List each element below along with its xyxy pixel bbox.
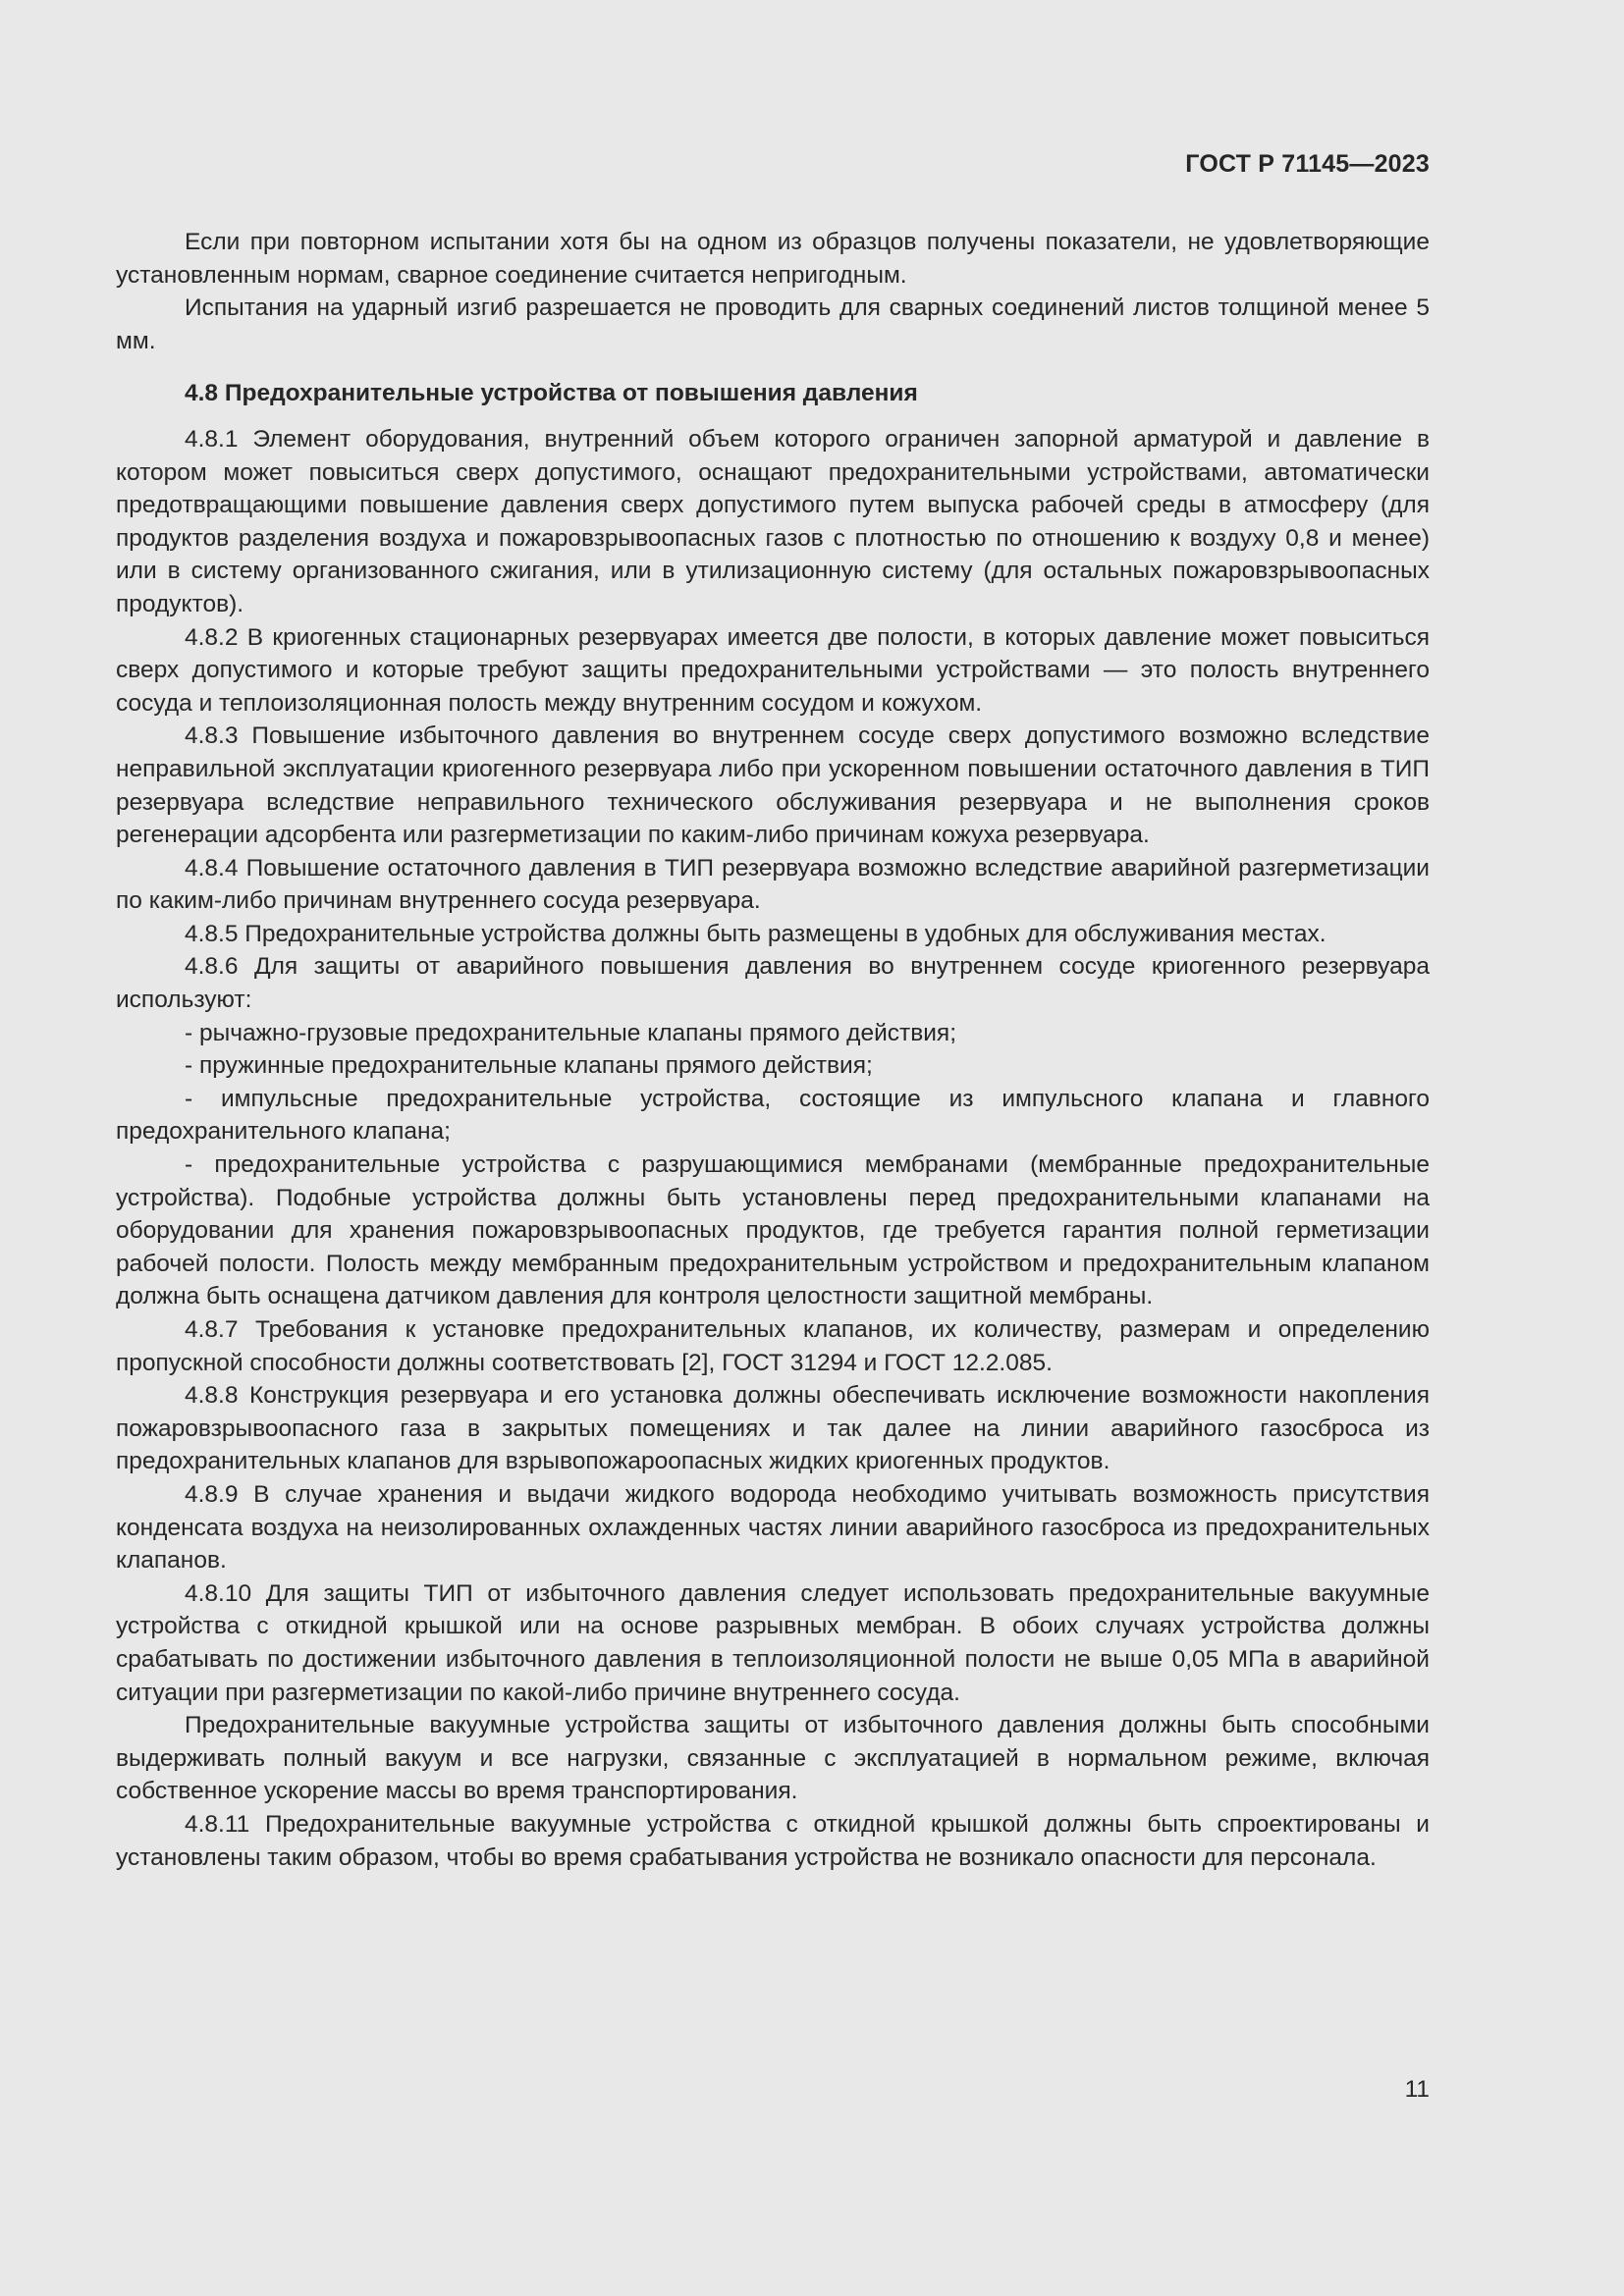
- paragraph-4-8-10: 4.8.10 Для защиты ТИП от избыточного давления следует использовать предохранительные вакуумные устройства с откидной крышкой или на основе разрывных мембран. В обоих случаях устройства должны срабатывать по достижении избыточного давления в теплоизоляционной полости не выше 0,05 МПа в аварийной ситуации при разгерметизации по какой-либо причине внутреннего сосуда.: [116, 1579, 1430, 1706]
- paragraph-4-8-9: 4.8.9 В случае хранения и выдачи жидкого водорода необходимо учитывать возможность присутствия конденсата воздуха на неизолированных охлажденных частях линии аварийного газосброса из предохранительных клапанов.: [116, 1480, 1430, 1575]
- paragraph-4-8-11: 4.8.11 Предохранительные вакуумные устройства с откидной крышкой должны быть спроектированы и установлены таким образом, чтобы во время срабатывания устройства не возникало опасности для персонала.: [116, 1810, 1430, 1871]
- page-number: 11: [1404, 2076, 1430, 2103]
- list-item-impulse-devices: - импульсные предохранительные устройства, состоящие из импульсного клапана и главного предохранительного клапана;: [116, 1085, 1430, 1146]
- paragraph-retest: Если при повторном испытании хотя бы на одном из образцов получены показатели, не удовлетворяющие установленным нормам, сварное соединение считается непригодным.: [116, 229, 1430, 289]
- section-heading-4-8: 4.8 Предохранительные устройства от повышения давления: [185, 380, 918, 407]
- paragraph-4-8-3: 4.8.3 Повышение избыточного давления во внутреннем сосуде сверх допустимого возможно вследствие неправильной эксплуатации криогенного резервуара либо при ускоренном повышении остаточного давления в ТИП резервуара вследствие неправильного технического обслуживания резервуара и не выполнения сроков регенерации адсорбента или разгерметизации по каким-либо причинам кожуха резервуара.: [116, 722, 1430, 849]
- paragraph-4-8-4: 4.8.4 Повышение остаточного давления в ТИП резервуара возможно вследствие аварийной разгерметизации по каким-либо причинам внутреннего сосуда резервуара.: [116, 854, 1430, 915]
- paragraph-4-8-8: 4.8.8 Конструкция резервуара и его установка должны обеспечивать исключение возможности накопления пожаровзрывоопасного газа в закрытых помещениях и так далее на линии аварийного газосброса из предохранительных клапанов для взрывопожароопасных жидких криогенных продуктов.: [116, 1382, 1430, 1475]
- list-item-lever-valves: - рычажно-грузовые предохранительные клапаны прямого действия;: [185, 1019, 956, 1046]
- list-item-membrane-devices: - предохранительные устройства с разрушающимися мембранами (мембранные предохранительные устройства). Подобные устройства должны быть установлены перед предохранительными клапанами на оборудовании для хранения пожаровзрывоопасных продуктов, где требуется гарантия полной герметизации рабочей полости. Полость между мембранным предохранительным устройством и предохранительным клапаном должна быть оснащена датчиком давления для контроля целостности защитной мембраны.: [116, 1151, 1430, 1310]
- paragraph-impact-bend: Испытания на ударный изгиб разрешается не проводить для сварных соединений листов толщиной менее 5 мм.: [116, 294, 1430, 354]
- paragraph-4-8-5: 4.8.5 Предохранительные устройства должны быть размещены в удобных для обслуживания местах.: [185, 920, 1326, 947]
- paragraph-4-8-2: 4.8.2 В криогенных стационарных резервуарах имеется две полости, в которых давление может повыситься сверх допустимого и которые требуют защиты предохранительными устройствами — это полость внутреннего сосуда и теплоизоляционная полость между внутренним сосудом и кожухом.: [116, 623, 1430, 717]
- paragraph-4-8-1: 4.8.1 Элемент оборудования, внутренний объем которого ограничен запорной арматурой и давление в котором может повыситься сверх допустимого, оснащают предохранительными устройствами, автоматически предотвращающими повышение давления сверх допустимого путем выпуска рабочей среды в атмосферу (для продуктов разделения воздуха и пожаровзрывоопасных газов с плотностью по отношению к воздуху 0,8 и менее) или в систему организованного сжигания, или в утилизационную систему (для остальных пожаровзрывоопасных продуктов).: [116, 425, 1430, 617]
- paragraph-4-8-7: 4.8.7 Требования к установке предохранительных клапанов, их количеству, размерам и определению пропускной способности должны соответствовать [2], ГОСТ 31294 и ГОСТ 12.2.085.: [116, 1316, 1430, 1376]
- page-body: [116, 226, 1430, 1874]
- document-code-header: ГОСТ Р 71145—2023: [1185, 150, 1430, 178]
- list-item-spring-valves: - пружинные предохранительные клапаны прямого действия;: [185, 1052, 873, 1080]
- paragraph-4-8-6: 4.8.6 Для защиты от аварийного повышения давления во внутреннем сосуде криогенного резервуара используют:: [116, 953, 1430, 1014]
- paragraph-vacuum-devices: Предохранительные вакуумные устройства защиты от избыточного давления должны быть способными выдерживать полный вакуум и все нагрузки, связанные с эксплуатацией в нормальном режиме, включая собственное ускорение массы во время транспортирования.: [116, 1712, 1430, 1805]
